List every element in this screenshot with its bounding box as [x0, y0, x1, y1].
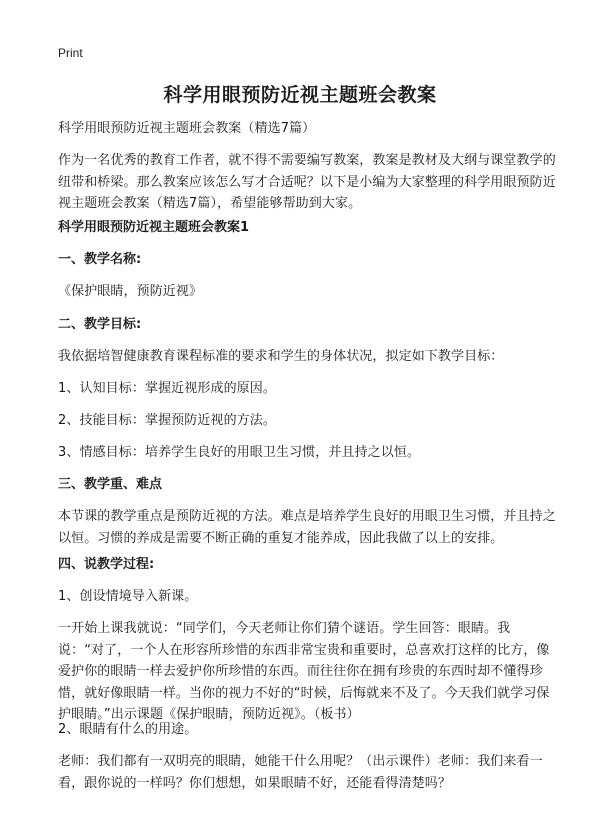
process-step-2-paragraph: 老师：我们都有一双明亮的眼睛，她能干什么用呢？（出示课件）老师：我们来看一看，跟你说的一样吗？你们想想，如果眼睛不好，还能看得清楚吗？	[58, 754, 543, 791]
key-points-paragraph: 本节课的教学重点是预防近视的方法。难点是培养学生良好的用眼卫生习惯，并且持之以恒。习惯的养成是需要不断正确的重复才能养成，因此我做了以上的安排。	[58, 509, 556, 546]
teaching-name-text: 《保护眼睛，预防近视》	[58, 284, 203, 299]
print-link[interactable]: Print	[58, 46, 83, 60]
process-step-2: 2、眼睛有什么的用途。	[58, 722, 198, 737]
process-step-1: 1、创设情境导入新课。	[58, 589, 198, 604]
page-title: 科学用眼预防近视主题班会教案	[163, 84, 437, 106]
goal-item-3: 3、情感目标：培养学生良好的用眼卫生习惯，并且持之以恒。	[58, 445, 421, 460]
heading-key-points: 三、教学重、难点	[58, 477, 163, 492]
goal-item-1: 1、认知目标：掌握近视形成的原因。	[58, 381, 276, 396]
heading-teaching-process: 四、说教学过程:	[58, 557, 155, 572]
heading-teaching-goals: 二、教学目标:	[58, 317, 142, 332]
goals-intro: 我依据培智健康教育课程标准的要求和学生的身体状况，拟定如下教学目标：	[58, 349, 504, 364]
intro-paragraph: 作为一名优秀的教育工作者，就不得不需要编写教案，教案是教材及大纲与课堂教学的纽带和桥梁。那么教案应该怎么写才合适呢？以下是小编为大家整理的科学用眼预防近视主题班会教案（精选7篇），希望能够帮助到大家。	[58, 153, 556, 211]
heading-teaching-name: 一、教学名称:	[58, 252, 142, 267]
process-step-1-paragraph: 一开始上课我就说：“同学们，今天老师让你们猜个谜语。学生回答：眼睛。我说：“对了，一个人在形容所珍惜的东西非常宝贵和重要时，总喜欢打这样的比方，像爱护你的眼睛一样去爱护你所珍惜的东西。而往往你在拥有珍贵的东西时却不懂得珍惜，就好像眼睛一样。当你的视力不好的“时候，后悔就来不及了。今天我们就学习保护眼睛。”出示课题《保护眼睛，预防近视》。（板书）	[58, 621, 550, 722]
section-heading: 科学用眼预防近视主题班会教案1	[58, 220, 250, 235]
goal-item-2: 2、技能目标：掌握预防近视的方法。	[58, 413, 276, 428]
subtitle: 科学用眼预防近视主题班会教案（精选7篇）	[58, 121, 316, 136]
